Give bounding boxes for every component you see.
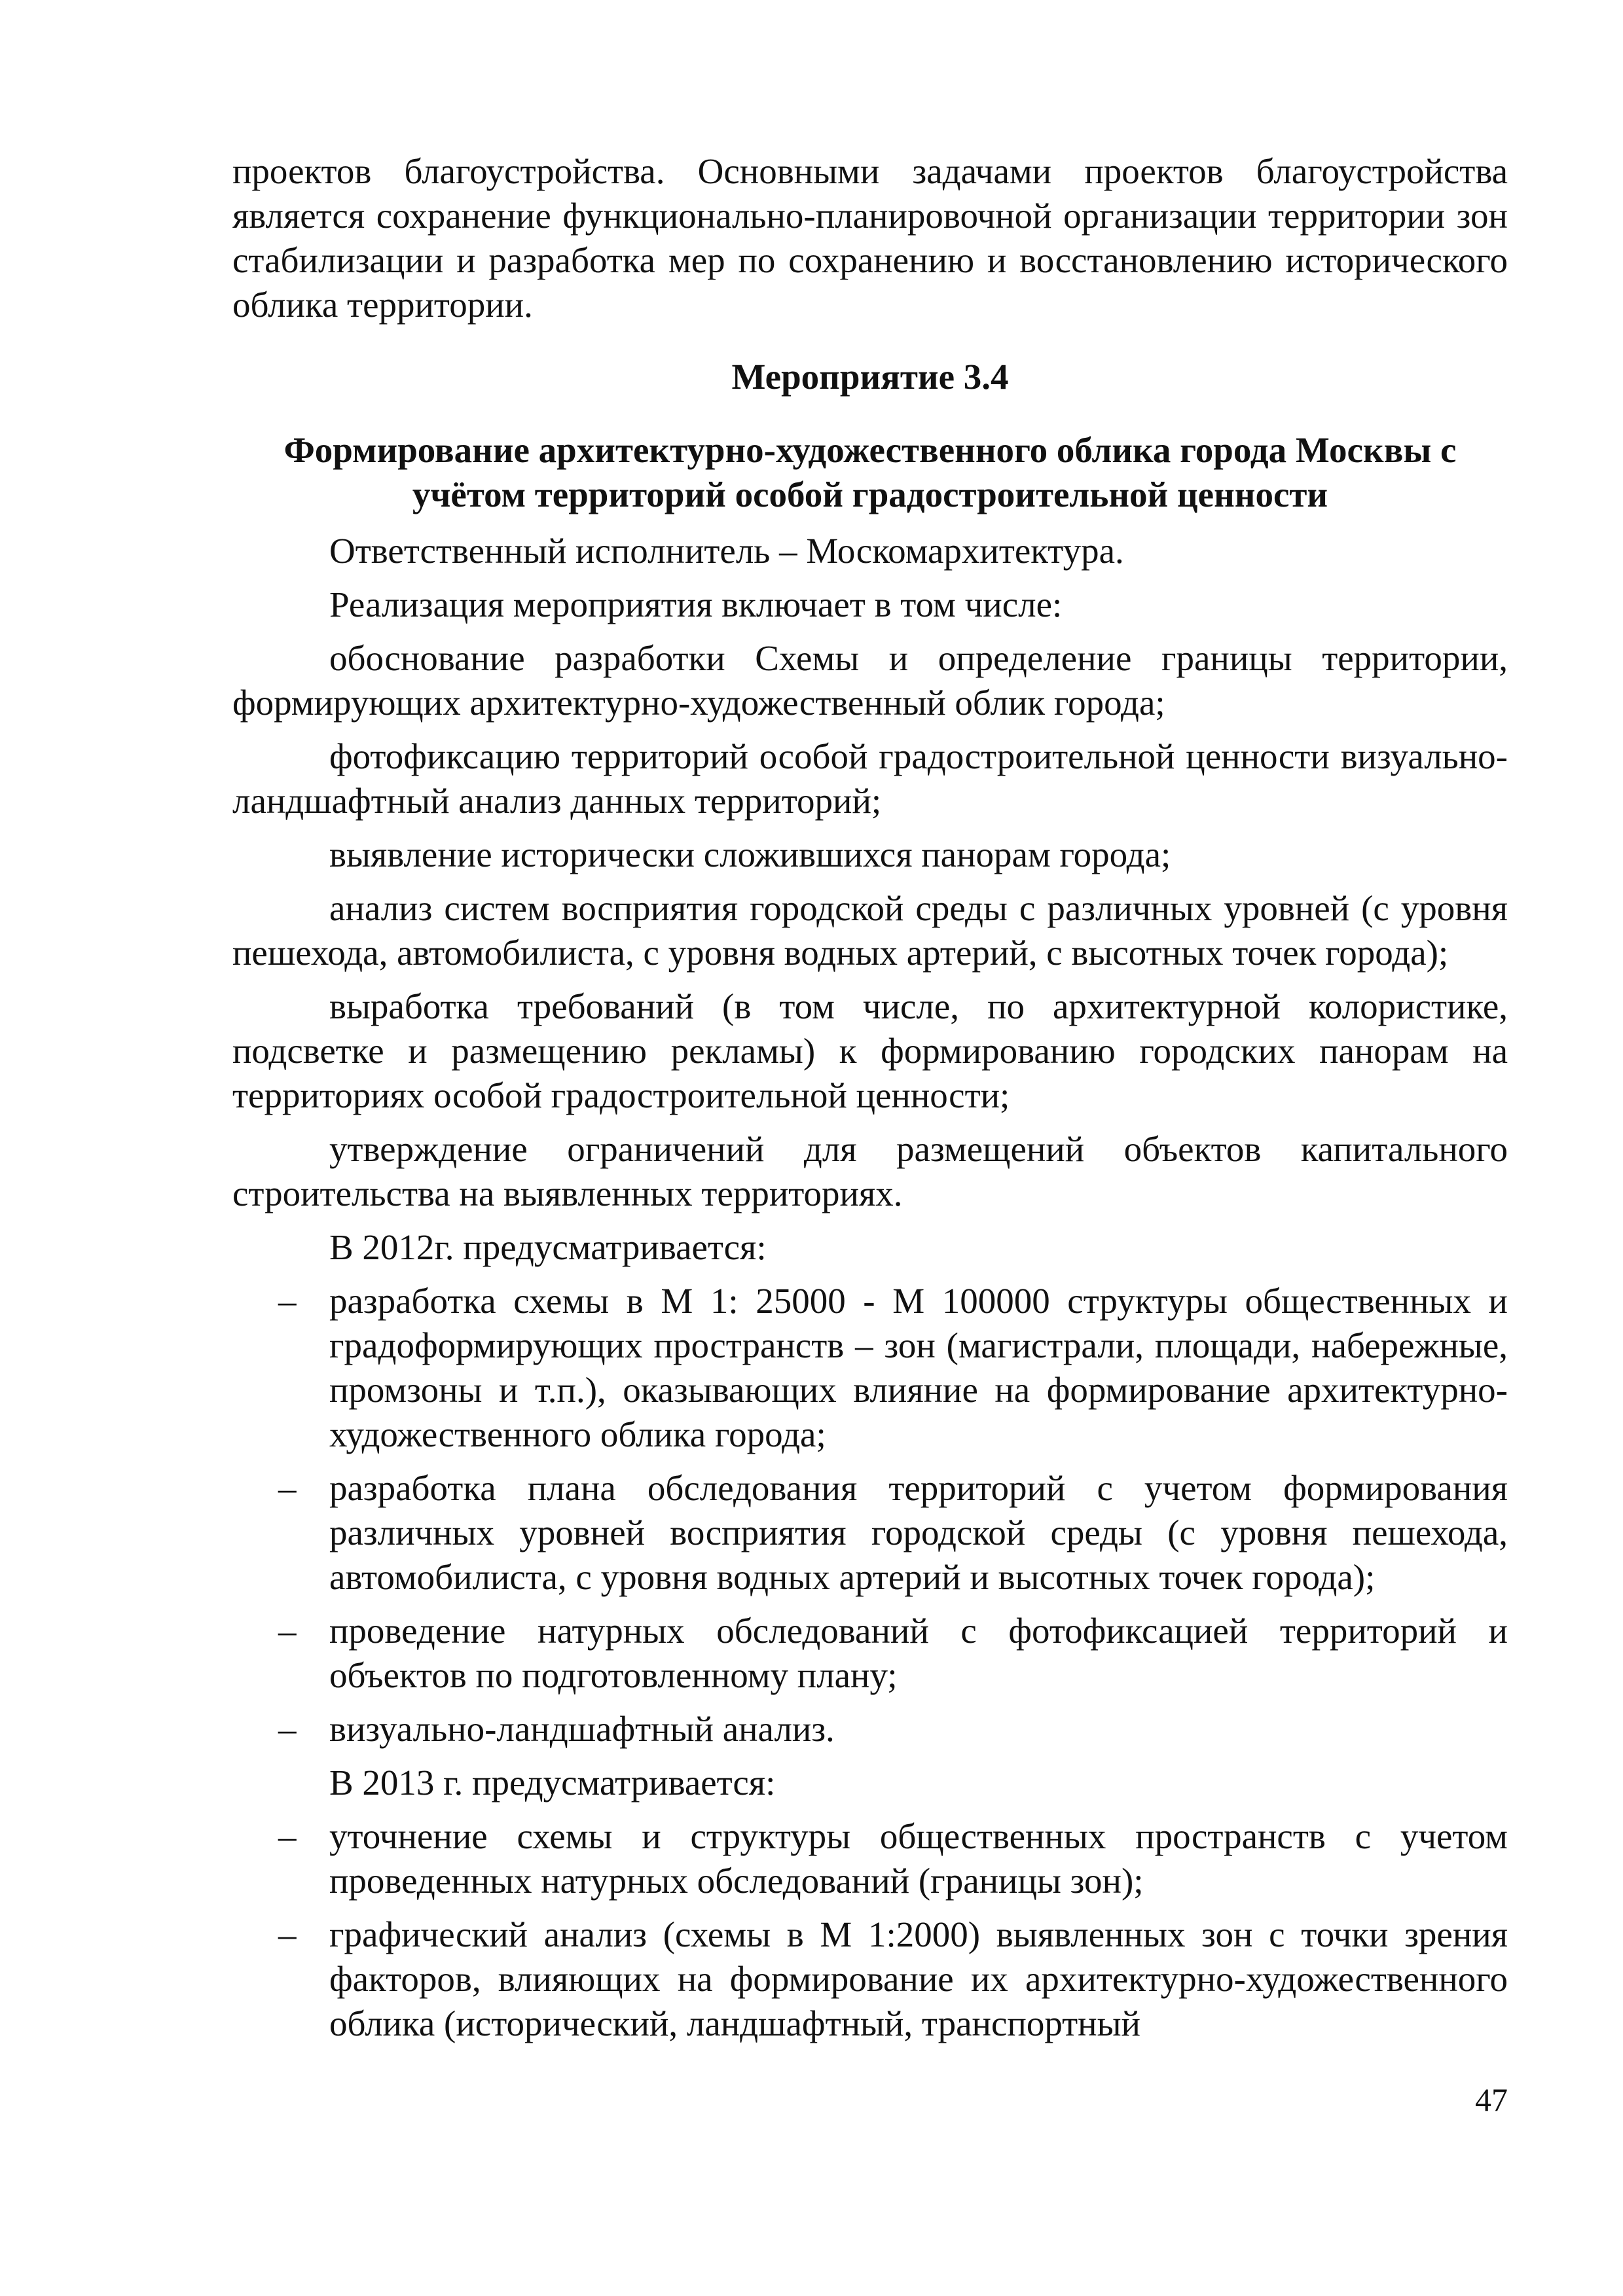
page-number: 47 — [1475, 2081, 1508, 2118]
document-page — [232, 149, 1508, 2046]
measure-heading: Мероприятие 3.4 — [731, 357, 1009, 397]
dash-marker: – — [278, 1914, 297, 1954]
list-item — [232, 1814, 1508, 1903]
year-2012-intro: В 2012г. предусматривается: — [329, 1227, 767, 1267]
list-item — [232, 1707, 1508, 1751]
list-item — [232, 1279, 1508, 1457]
measure-title: Формирование архитектурно-художественного облика города Москвы с учётом территорий особой градостроительной ценности — [283, 430, 1457, 514]
list-item-text: визуально-ландшафтный анализ. — [329, 1709, 835, 1749]
dash-marker: – — [278, 1816, 297, 1856]
list-item-text: проведение натурных обследований с фотофиксацией территорий и объектов по подготовленному плану; — [329, 1611, 1508, 1695]
responsible-paragraph: Ответственный исполнитель – Москомархитектура. — [329, 531, 1124, 571]
task-paragraph: выработка требований (в том числе, по архитектурной колористике, подсветке и размещению рекламы) к формированию городских панорам на территориях особой градостроительной ценности; — [232, 986, 1508, 1115]
includes-paragraph: Реализация мероприятия включает в том числе: — [329, 584, 1063, 624]
list-item-text: уточнение схемы и структуры общественных пространств с учетом проведенных натурных обследований (границы зон); — [329, 1816, 1508, 1901]
list-item-text: разработка схемы в М 1: 25000 - М 100000 структуры общественных и градоформирующих пространств – зон (магистрали, площади, набережные, промзоны и т.п.), оказывающих влияние на формирование архитектурно-художественного облика города; — [329, 1281, 1508, 1454]
task-paragraph: обоснование разработки Схемы и определение границы территории, формирующих архитектурно-художественный облик города; — [232, 638, 1508, 723]
task-paragraph: фотофиксацию территорий особой градостроительной ценности визуально-ландшафтный анализ данных территорий; — [232, 736, 1508, 821]
list-item — [232, 1609, 1508, 1698]
list-item — [232, 1912, 1508, 2046]
year-2013-list — [232, 1814, 1508, 2046]
dash-marker: – — [278, 1709, 297, 1749]
year-2013-intro: В 2013 г. предусматривается: — [329, 1763, 776, 1803]
dash-marker: – — [278, 1611, 297, 1651]
dash-marker: – — [278, 1468, 297, 1508]
year-2012-list — [232, 1279, 1508, 1751]
intro-paragraph: проектов благоустройства. Основными задачами проектов благоустройства является сохранение функционально-планировочной организации территории зон стабилизации и разработка мер по сохранению и восстановлению исторического облика территории. — [232, 151, 1508, 325]
task-paragraph: утверждение ограничений для размещений объектов капитального строительства на выявленных территориях. — [232, 1129, 1508, 1213]
list-item — [232, 1466, 1508, 1600]
list-item-text: графический анализ (схемы в М 1:2000) выявленных зон с точки зрения факторов, влияющих на формирование их архитектурно-художественного облика (исторический, ландшафтный, транспортный — [329, 1914, 1508, 2043]
task-paragraph: анализ систем восприятия городской среды с различных уровней (с уровня пешехода, автомобилиста, с уровня водных артерий, с высотных точек города); — [232, 888, 1508, 973]
task-paragraph: выявление исторически сложившихся панорам города; — [329, 834, 1171, 874]
list-item-text: разработка плана обследования территорий с учетом формирования различных уровней восприятия городской среды (с уровня пешехода, автомобилиста, с уровня водных артерий и высотных точек города); — [329, 1468, 1508, 1597]
dash-marker: – — [278, 1281, 297, 1321]
